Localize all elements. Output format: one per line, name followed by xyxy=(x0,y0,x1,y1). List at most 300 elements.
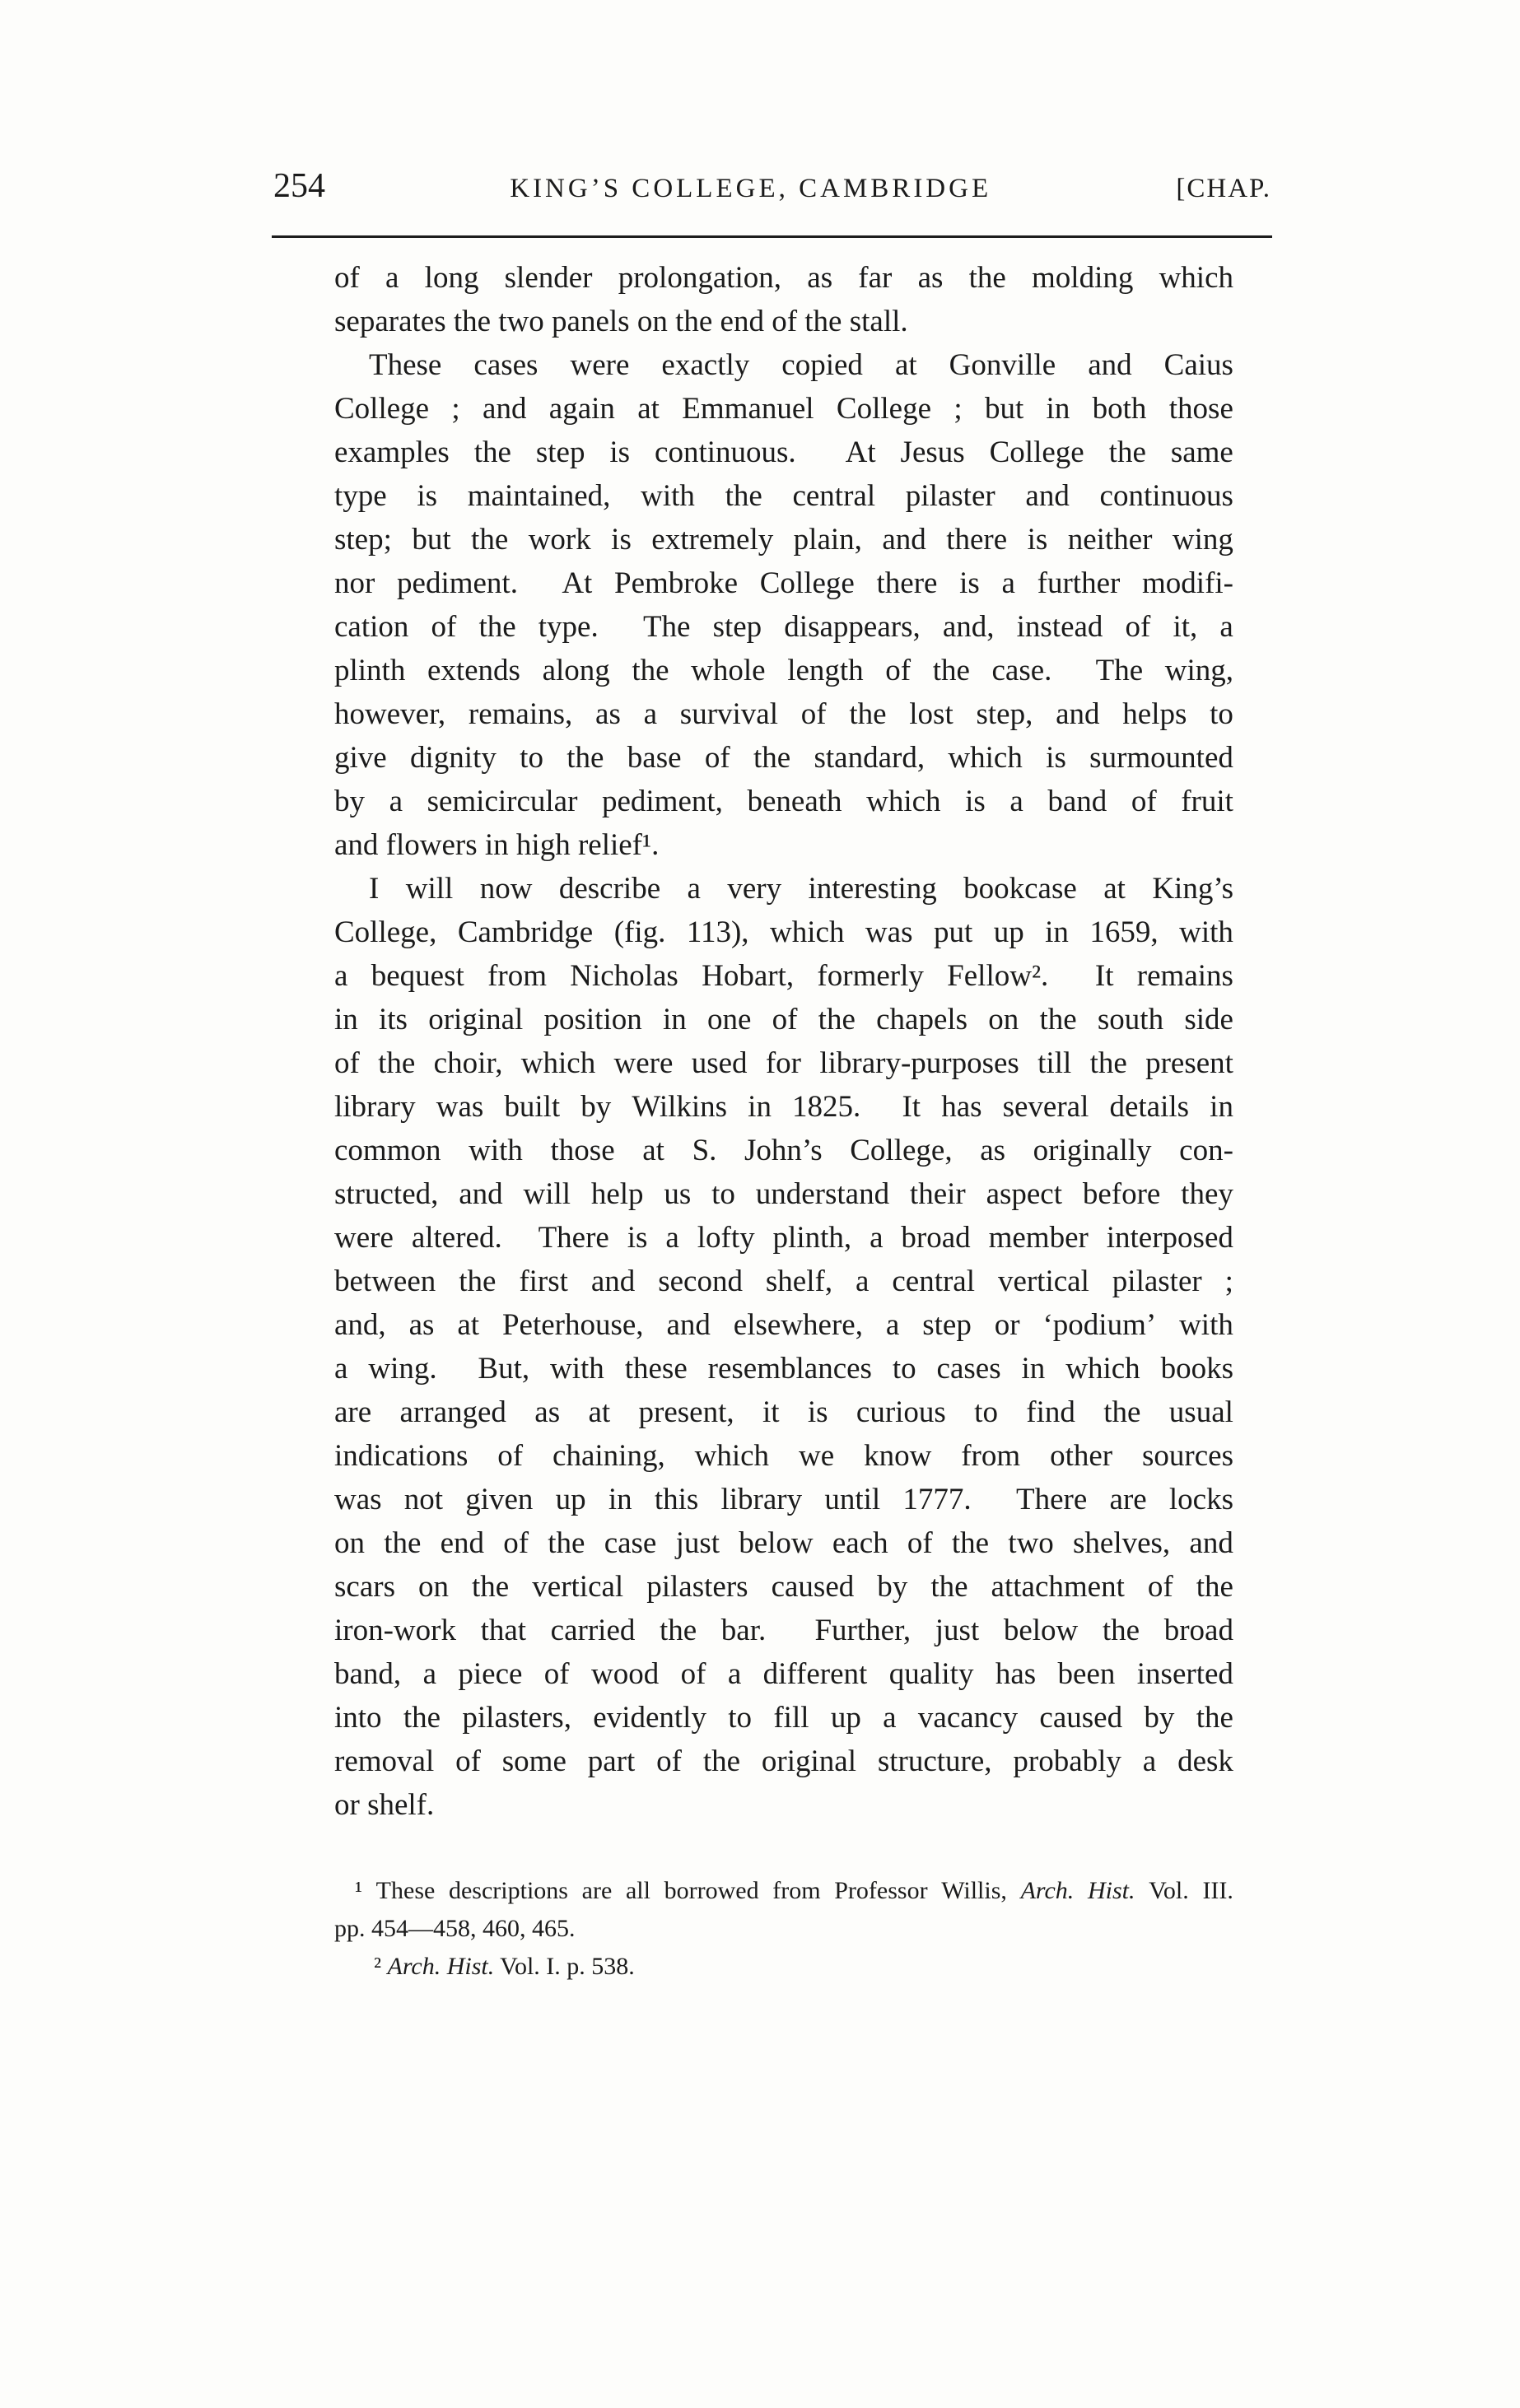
word: between xyxy=(334,1265,436,1298)
word: same xyxy=(1170,435,1233,469)
word: inserted xyxy=(1136,1657,1233,1691)
word: was xyxy=(865,915,913,949)
word: evidently xyxy=(593,1701,706,1735)
word: step xyxy=(535,435,585,469)
word: Emmanuel xyxy=(682,392,814,426)
word: survival xyxy=(679,697,778,731)
word: con- xyxy=(1179,1134,1233,1167)
word: a xyxy=(422,1657,436,1691)
word: a xyxy=(334,959,348,993)
word: of xyxy=(907,1526,933,1560)
text-line xyxy=(334,697,1233,741)
word: on xyxy=(988,1003,1019,1036)
word: were xyxy=(570,348,630,382)
word: pilasters xyxy=(646,1570,748,1604)
word: find xyxy=(1026,1395,1075,1429)
word: helps xyxy=(1122,697,1187,731)
footnotes xyxy=(334,1877,1233,1991)
word: type xyxy=(334,479,387,513)
word: the xyxy=(753,741,791,775)
word: until xyxy=(824,1483,881,1516)
word: understand xyxy=(755,1177,890,1211)
word: of xyxy=(431,610,457,644)
word: extends xyxy=(427,654,520,687)
word: very xyxy=(727,872,782,906)
word: which xyxy=(770,915,845,949)
word: the xyxy=(1196,1570,1233,1604)
word: built xyxy=(504,1090,561,1124)
footnote-word: are xyxy=(581,1877,613,1904)
word: and xyxy=(1025,479,1070,513)
footnote-2-italic-title: Arch. Hist. xyxy=(387,1953,495,1980)
word: a xyxy=(883,1701,897,1735)
word: far xyxy=(858,261,893,295)
word: pediment, xyxy=(601,785,723,818)
footnote-word: borrowed xyxy=(664,1877,759,1904)
word: these xyxy=(624,1352,688,1386)
word: a xyxy=(389,785,403,818)
word: at xyxy=(1103,872,1126,906)
word: interesting xyxy=(808,872,937,906)
word: library xyxy=(720,1483,803,1516)
word: Jesus xyxy=(900,435,965,469)
word: cation xyxy=(334,610,409,644)
word: which xyxy=(948,741,1023,775)
word: a xyxy=(1009,785,1023,818)
footnote-1-line-2: pp. 454—458, 460, 465. xyxy=(334,1915,576,1942)
word: a xyxy=(870,1221,884,1255)
word: the xyxy=(567,741,604,775)
word: wood xyxy=(591,1657,660,1691)
word: ; xyxy=(451,392,460,426)
word: know xyxy=(864,1439,932,1473)
word: it xyxy=(762,1395,780,1429)
word: S. xyxy=(692,1134,717,1167)
word: details xyxy=(1109,1090,1190,1124)
word: as xyxy=(534,1395,561,1429)
word: caused xyxy=(771,1570,855,1604)
word: is xyxy=(1027,523,1048,557)
text-line xyxy=(334,523,1233,566)
footnote-2-reference: Vol. I. p. 538. xyxy=(494,1953,635,1980)
word: usual xyxy=(1168,1395,1233,1429)
word: type. xyxy=(538,610,599,644)
word: of xyxy=(503,1526,529,1560)
word: in xyxy=(1210,1090,1233,1124)
word: but xyxy=(984,392,1024,426)
footnote-2-marker: ² xyxy=(374,1953,388,1980)
word: the xyxy=(951,1526,990,1560)
word: the xyxy=(702,1744,741,1778)
word: formerly xyxy=(817,959,924,993)
word: side xyxy=(1184,1003,1233,1036)
word: first xyxy=(519,1265,568,1298)
word: broad xyxy=(901,1221,971,1255)
word: in xyxy=(662,1003,687,1036)
word: shelves, xyxy=(1073,1526,1171,1560)
word: a xyxy=(1219,610,1233,644)
footnote-word: Willis, xyxy=(941,1877,1007,1904)
word: the xyxy=(632,654,669,687)
word: were xyxy=(334,1221,394,1255)
word: standard, xyxy=(814,741,926,775)
word: maintained, xyxy=(467,479,611,513)
word: of xyxy=(680,1657,706,1691)
word: work xyxy=(528,523,591,557)
word: case. xyxy=(991,654,1052,687)
word: step xyxy=(712,610,762,644)
word: of xyxy=(334,1046,360,1080)
text-line xyxy=(334,566,1233,610)
word: step xyxy=(922,1308,972,1342)
word: they xyxy=(1181,1177,1233,1211)
word: a xyxy=(665,1221,679,1255)
text-line xyxy=(334,479,1233,523)
page-header xyxy=(273,166,1271,206)
text-line xyxy=(334,1003,1233,1046)
word: bookcase xyxy=(963,872,1077,906)
word: below xyxy=(739,1526,814,1560)
word: King’s xyxy=(1152,872,1233,906)
word: in xyxy=(1046,392,1070,426)
word: from xyxy=(961,1439,1021,1473)
word: at xyxy=(894,348,917,382)
word: put xyxy=(933,915,973,949)
word: and xyxy=(1056,697,1100,731)
word: interposed xyxy=(1106,1221,1233,1255)
word: curious xyxy=(856,1395,946,1429)
word: with xyxy=(1179,1308,1233,1342)
word: however, xyxy=(334,697,446,731)
word: attachment xyxy=(991,1570,1125,1604)
word: vacancy xyxy=(917,1701,1019,1735)
word: it, xyxy=(1173,610,1198,644)
word: whole xyxy=(691,654,766,687)
footnote-word: Professor xyxy=(834,1877,928,1904)
text-line xyxy=(334,1614,1233,1657)
word: in xyxy=(334,1003,358,1036)
word: up xyxy=(830,1701,861,1735)
word: Caius xyxy=(1163,348,1233,382)
word: step; xyxy=(334,523,392,557)
word: along xyxy=(542,654,610,687)
word: were xyxy=(613,1046,674,1080)
word: extremely xyxy=(651,523,774,557)
word: of xyxy=(543,1657,570,1691)
word: a xyxy=(856,1265,870,1298)
chapter-marker: [CHAP. xyxy=(1176,174,1271,203)
word: Pembroke xyxy=(614,566,739,600)
word: and xyxy=(1189,1526,1233,1560)
word: the xyxy=(968,261,1006,295)
word: in xyxy=(1021,1352,1046,1386)
word: this xyxy=(654,1483,699,1516)
word: a xyxy=(643,697,658,731)
word: exactly xyxy=(661,348,750,382)
text-line xyxy=(334,1483,1233,1526)
word: till xyxy=(1037,1046,1072,1080)
word: It xyxy=(1094,959,1114,993)
word: central xyxy=(792,479,876,513)
word: is xyxy=(627,1221,648,1255)
word: piece xyxy=(458,1657,523,1691)
word: a xyxy=(1001,566,1015,600)
word: dignity xyxy=(410,741,497,775)
word: and xyxy=(459,1177,503,1211)
word: continuous xyxy=(1099,479,1233,513)
word: plinth xyxy=(334,654,406,687)
text-line xyxy=(334,1352,1233,1395)
footnote-word: from xyxy=(772,1877,821,1904)
word: John’s xyxy=(744,1134,823,1167)
word: now xyxy=(479,872,533,906)
word: as xyxy=(408,1308,435,1342)
word: of xyxy=(455,1744,481,1778)
word: base xyxy=(627,741,682,775)
word: the xyxy=(472,1570,510,1604)
word: 1825. xyxy=(792,1090,861,1124)
word: College, xyxy=(334,915,437,949)
word: given xyxy=(465,1483,534,1516)
word: chapels xyxy=(876,1003,968,1036)
word: some xyxy=(501,1744,567,1778)
footnote-word: ¹ xyxy=(355,1877,362,1904)
text-line xyxy=(334,261,1233,305)
text-line xyxy=(334,785,1233,828)
word: is xyxy=(959,566,980,600)
word: again xyxy=(548,392,615,426)
word: at xyxy=(457,1308,480,1342)
word: on xyxy=(334,1526,365,1560)
word: at xyxy=(588,1395,611,1429)
word: the xyxy=(473,435,511,469)
word: At xyxy=(845,435,876,469)
text-line xyxy=(334,1308,1233,1352)
word: carried xyxy=(550,1614,636,1647)
text-line xyxy=(334,1221,1233,1265)
word: from xyxy=(487,959,547,993)
word: a xyxy=(334,1352,348,1386)
footnote-italic-word: Arch. xyxy=(1020,1877,1075,1904)
text-line xyxy=(334,872,1233,915)
word: a xyxy=(385,261,399,295)
word: lost xyxy=(909,697,953,731)
word: Hobart, xyxy=(702,959,795,993)
word: ; xyxy=(1224,1265,1233,1298)
word: on xyxy=(418,1570,449,1604)
word: wing. xyxy=(368,1352,437,1386)
word: instead xyxy=(1016,610,1103,644)
word: library-purposes xyxy=(819,1046,1019,1080)
word: length xyxy=(787,654,864,687)
word: to xyxy=(892,1352,916,1386)
word: locks xyxy=(1168,1483,1233,1516)
text-line xyxy=(334,741,1233,785)
word: the xyxy=(478,610,516,644)
word: pilaster xyxy=(905,479,995,513)
text-line: and flowers in high relief¹. xyxy=(334,828,660,862)
word: disappears, xyxy=(784,610,921,644)
word: has xyxy=(941,1090,982,1124)
word: step, xyxy=(976,697,1033,731)
word: Further, xyxy=(814,1614,912,1647)
word: These xyxy=(369,348,442,382)
word: will xyxy=(523,1177,571,1211)
text-line xyxy=(334,1177,1233,1221)
word: wing, xyxy=(1164,654,1233,687)
word: fruit xyxy=(1181,785,1233,818)
word: College xyxy=(334,392,430,426)
word: as xyxy=(595,697,621,731)
word: as xyxy=(917,261,944,295)
word: the xyxy=(849,697,887,731)
word: pediment. xyxy=(397,566,518,600)
word: Nicholas xyxy=(570,959,678,993)
word: The xyxy=(642,610,691,644)
word: the xyxy=(1108,435,1146,469)
word: the xyxy=(930,1570,968,1604)
word: wing xyxy=(1172,523,1233,557)
word: probably xyxy=(1013,1744,1121,1778)
word: central xyxy=(892,1265,976,1298)
word: vertical xyxy=(532,1570,624,1604)
word: surmounted xyxy=(1089,741,1233,775)
word: to xyxy=(520,741,543,775)
word: was xyxy=(334,1483,382,1516)
word: band xyxy=(1047,785,1107,818)
word: 113), xyxy=(686,915,749,949)
word: indications xyxy=(334,1439,469,1473)
word: fill xyxy=(773,1701,809,1735)
word: the xyxy=(725,479,762,513)
word: the xyxy=(378,1046,416,1080)
word: desk xyxy=(1177,1744,1233,1778)
word: of xyxy=(885,654,912,687)
word: is xyxy=(611,523,632,557)
word: up xyxy=(993,915,1024,949)
word: to xyxy=(974,1395,998,1429)
text-line xyxy=(334,1395,1233,1439)
word: There xyxy=(538,1221,609,1255)
word: and xyxy=(590,1265,636,1298)
word: common xyxy=(334,1134,441,1167)
word: vertical xyxy=(997,1265,1089,1298)
text-line xyxy=(334,1265,1233,1308)
word: a xyxy=(1142,1744,1157,1778)
word: structure, xyxy=(877,1744,992,1778)
word: there xyxy=(876,566,938,600)
word: a xyxy=(687,872,701,906)
word: both xyxy=(1092,392,1147,426)
text-line xyxy=(334,1439,1233,1483)
word: chaining, xyxy=(553,1439,665,1473)
word: to xyxy=(711,1177,735,1211)
word: with xyxy=(469,1134,523,1167)
word: their xyxy=(909,1177,966,1211)
footnote-word: These xyxy=(375,1877,436,1904)
word: band, xyxy=(334,1657,402,1691)
word: those xyxy=(550,1134,615,1167)
word: beneath xyxy=(747,785,842,818)
text-line xyxy=(334,1046,1233,1090)
word: not xyxy=(403,1483,444,1516)
word: iron-work xyxy=(334,1614,456,1647)
word: ; xyxy=(953,392,963,426)
text-line xyxy=(334,610,1233,654)
word: the xyxy=(1039,1003,1077,1036)
word: to xyxy=(728,1701,753,1735)
word: which xyxy=(694,1439,770,1473)
word: and xyxy=(483,392,527,426)
word: member xyxy=(988,1221,1089,1255)
word: below xyxy=(1003,1614,1079,1647)
word: part xyxy=(587,1744,636,1778)
word: Fellow². xyxy=(947,959,1049,993)
word: the xyxy=(403,1701,441,1735)
word: has xyxy=(995,1657,1037,1691)
word: the xyxy=(932,654,970,687)
word: removal xyxy=(334,1744,435,1778)
word: is xyxy=(965,785,986,818)
word: give xyxy=(334,741,387,775)
text-line xyxy=(334,435,1233,479)
word: which xyxy=(1159,261,1233,295)
word: with xyxy=(550,1352,604,1386)
footnote-1-line-1 xyxy=(334,1877,1233,1915)
word: scars xyxy=(334,1570,395,1604)
word: College xyxy=(989,435,1084,469)
word: position xyxy=(543,1003,642,1036)
word: its xyxy=(379,1003,408,1036)
text-line xyxy=(334,392,1233,435)
word: plinth, xyxy=(772,1221,852,1255)
word: broad xyxy=(1163,1614,1233,1647)
word: ‘podium’ xyxy=(1042,1308,1157,1342)
word: one xyxy=(706,1003,752,1036)
word: caused xyxy=(1039,1701,1123,1735)
word: there xyxy=(946,523,1008,557)
word: just xyxy=(675,1526,720,1560)
word: used xyxy=(691,1046,748,1080)
word: remains xyxy=(1136,959,1233,993)
word: and xyxy=(882,523,926,557)
word: I xyxy=(369,872,380,906)
word: the xyxy=(659,1614,697,1647)
text-line xyxy=(334,1526,1233,1570)
word: end xyxy=(440,1526,485,1560)
word: structed, xyxy=(334,1177,439,1211)
word: by xyxy=(877,1570,908,1604)
word: aspect xyxy=(986,1177,1063,1211)
word: library xyxy=(334,1090,416,1124)
word: different xyxy=(762,1657,868,1691)
word: before xyxy=(1082,1177,1161,1211)
word: molding xyxy=(1032,261,1134,295)
word: remains, xyxy=(468,697,573,731)
word: up xyxy=(555,1483,586,1516)
word: present xyxy=(1145,1046,1233,1080)
word: of xyxy=(1125,610,1151,644)
word: quality xyxy=(888,1657,974,1691)
word: of xyxy=(1131,785,1157,818)
word: in xyxy=(748,1090,772,1124)
text-line: or shelf. xyxy=(334,1788,435,1822)
footnote-word: all xyxy=(625,1877,650,1904)
word: will xyxy=(405,872,454,906)
word: us xyxy=(664,1177,692,1211)
word: copied xyxy=(781,348,863,382)
word: shelf, xyxy=(765,1265,833,1298)
